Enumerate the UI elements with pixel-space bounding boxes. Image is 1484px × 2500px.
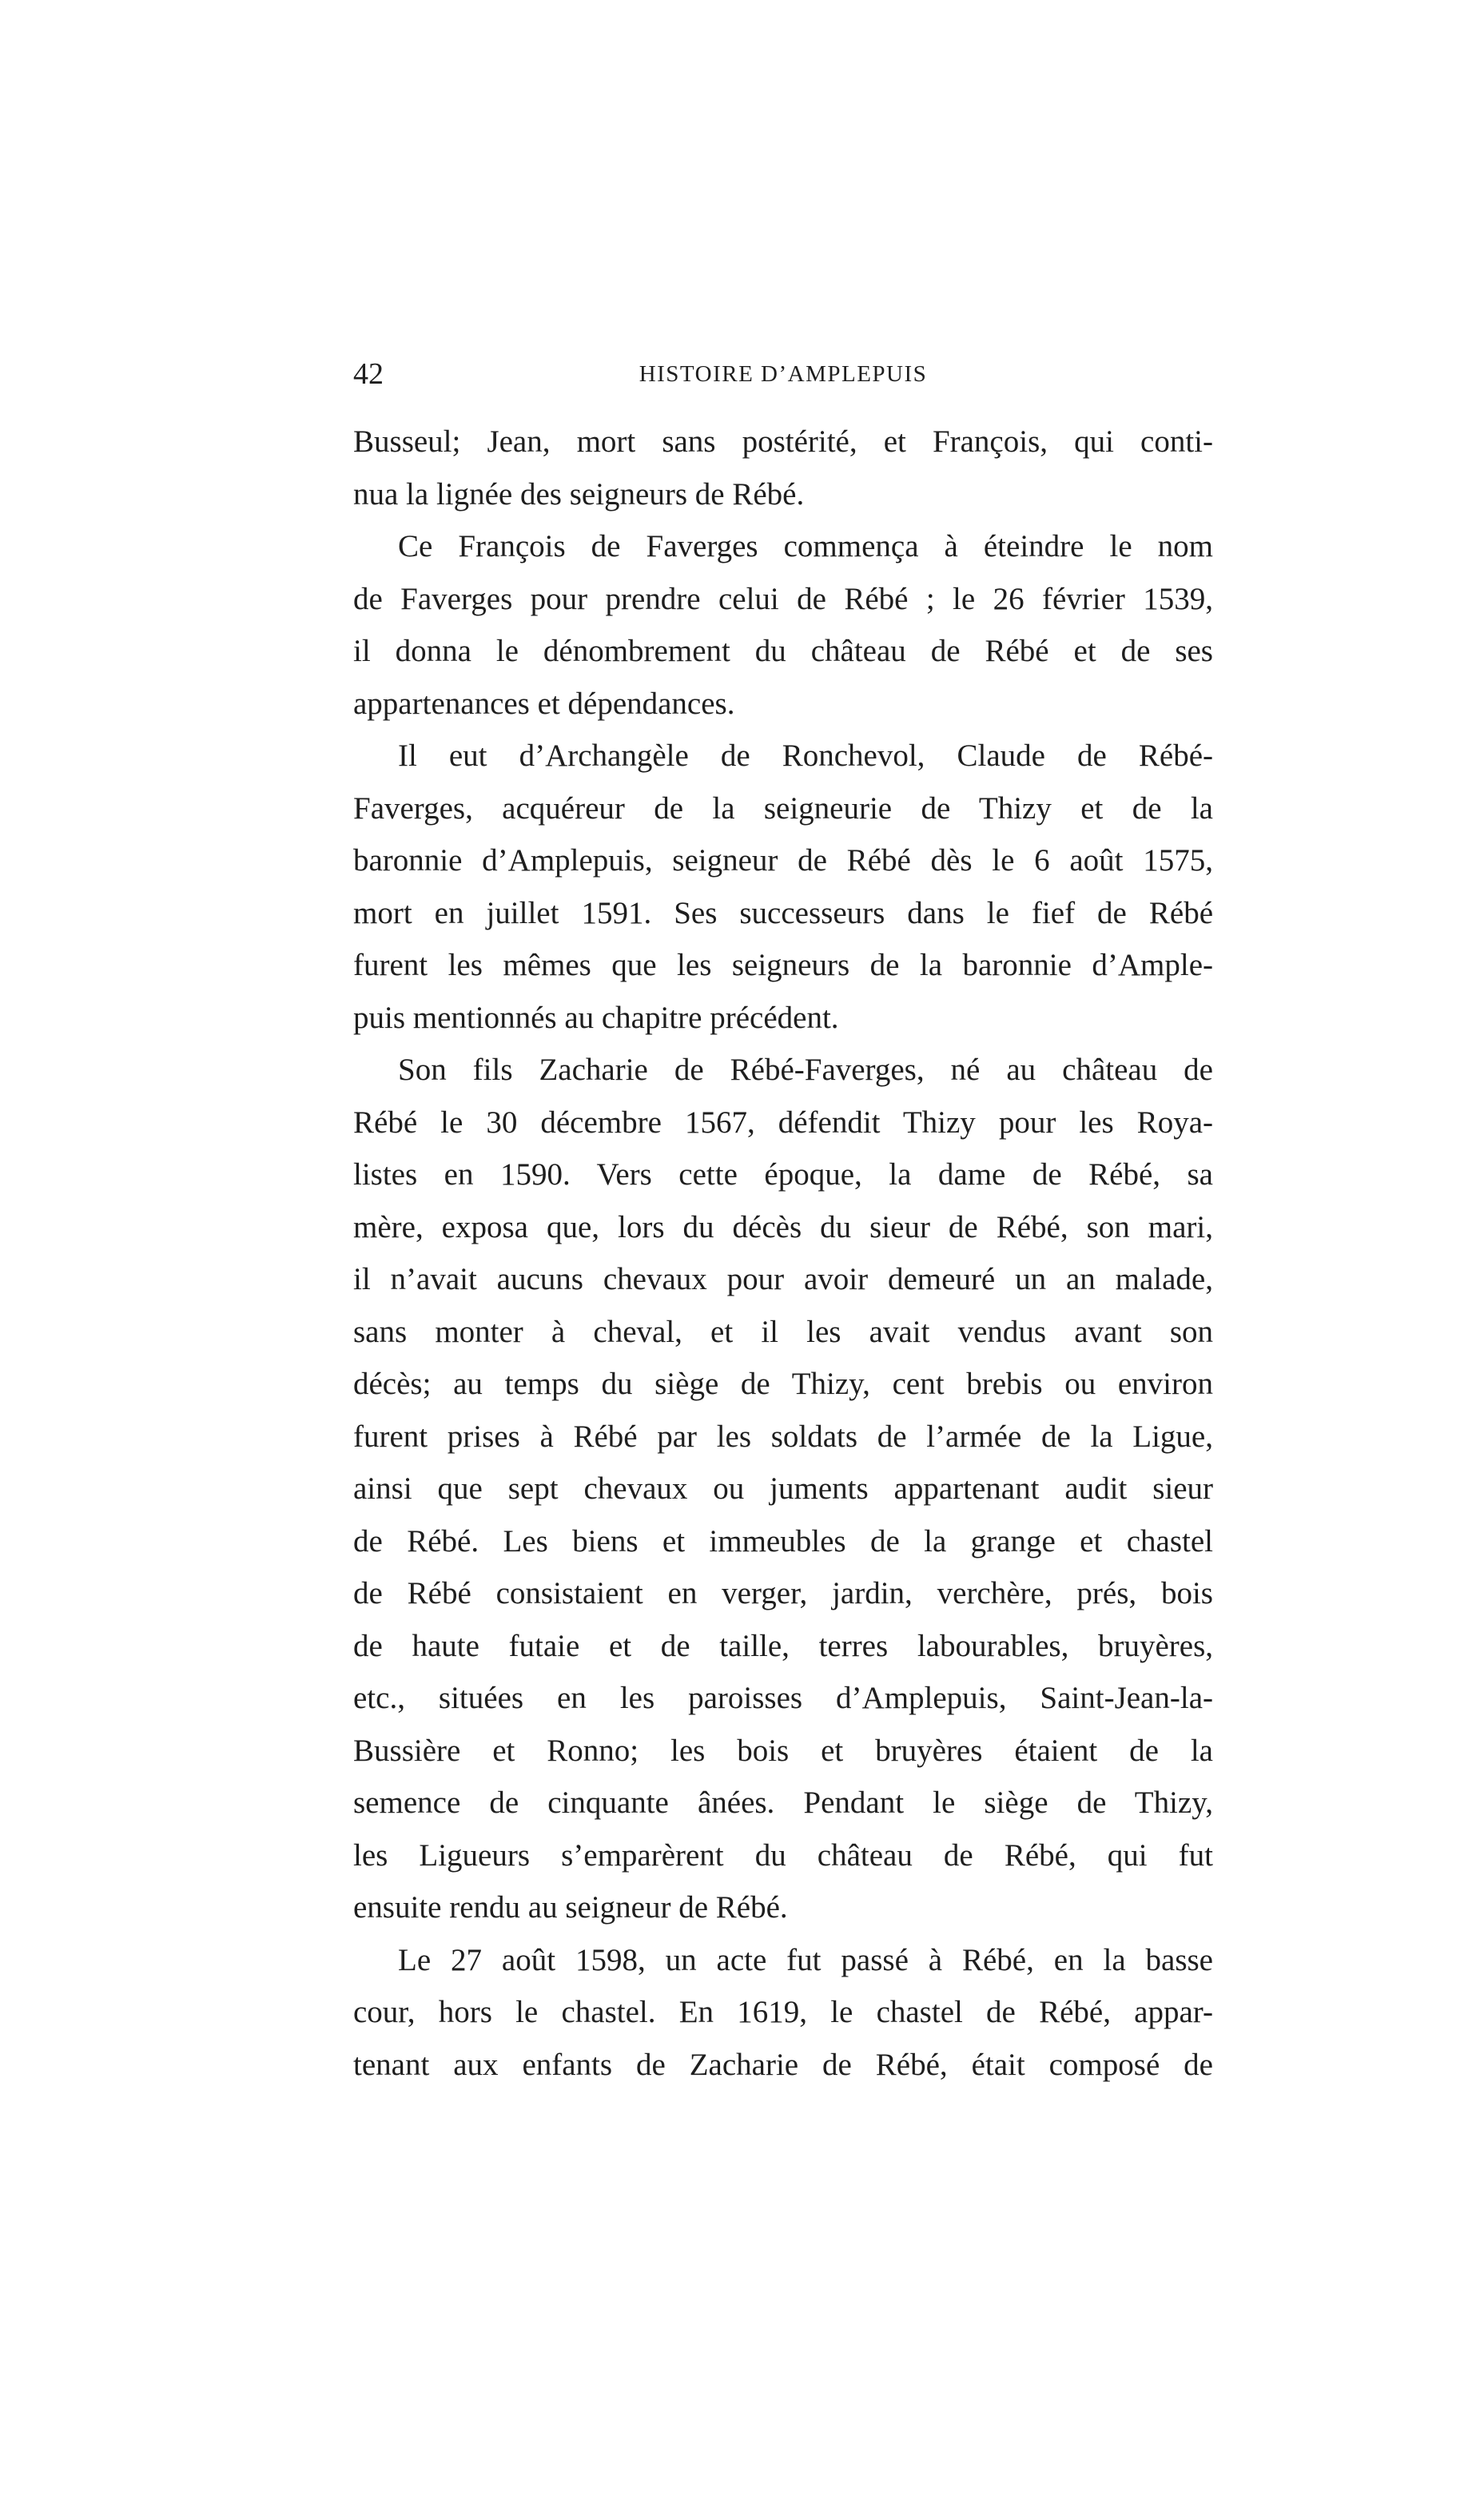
text-line: Ce François de Faverges commença à éteindre le nom (398, 529, 1213, 563)
running-header (353, 350, 1213, 398)
text-line: appartenances et dépendances. (353, 686, 735, 721)
running-title: HISTOIRE D’AMPLEPUIS (639, 361, 928, 387)
text-line: baronnie d’Amplepuis, seigneur de Rébé dès le 6 août 1575, (353, 843, 1213, 878)
text-line: Faverges, acquéreur de la seigneurie de Thizy et de la (353, 790, 1213, 826)
text-line: furent prises à Rébé par les soldats de l’armée de la Ligue, (353, 1419, 1213, 1454)
text-line: etc., situées en les paroisses d’Amplepuis, Saint-Jean-la- (353, 1681, 1213, 1715)
text-line: puis mentionnés au chapitre précédent. (353, 1000, 839, 1035)
text-line: ensuite rendu au seigneur de Rébé. (353, 1890, 788, 1925)
text-line: décès; au temps du siège de Thizy, cent brebis ou environ (353, 1367, 1213, 1401)
text-line: Il eut d’Archangèle de Ronchevol, Claude de Rébé- (398, 738, 1213, 773)
text-line: de Rébé. Les biens et immeubles de la grange et chastel (353, 1523, 1213, 1559)
text-line: Rébé le 30 décembre 1567, défendit Thizy pour les Roya- (353, 1105, 1213, 1140)
body-text (353, 416, 1213, 2091)
text-line: de haute futaie et de taille, terres labourables, bruyères, (353, 1628, 1213, 1663)
text-line: furent les mêmes que les seigneurs de la baronnie d’Ample- (353, 948, 1213, 982)
text-line: listes en 1590. Vers cette époque, la dame de Rébé, sa (353, 1157, 1213, 1192)
text-line: ainsi que sept chevaux ou juments appartenant audit sieur (353, 1471, 1213, 1506)
text-line: sans monter à cheval, et il les avait vendus avant son (353, 1314, 1213, 1349)
text-line: il n’avait aucuns chevaux pour avoir demeuré un an malade, (353, 1262, 1213, 1296)
text-line: semence de cinquante ânées. Pendant le siège de Thizy, (353, 1785, 1213, 1820)
text-line: Busseul; Jean, mort sans postérité, et François, qui conti- (353, 424, 1213, 459)
text-line: mort en juillet 1591. Ses successeurs dans le fief de Rébé (353, 895, 1213, 930)
text-line: tenant aux enfants de Zacharie de Rébé, était composé de (353, 2047, 1213, 2082)
text-line: de Rébé consistaient en verger, jardin, verchère, prés, bois (353, 1576, 1213, 1610)
text-line: il donna le dénombrement du château de Rébé et de ses (353, 634, 1213, 668)
text-line: Bussière et Ronno; les bois et bruyères étaient de la (353, 1733, 1213, 1768)
page-number: 42 (353, 357, 384, 391)
text-line: les Ligueurs s’emparèrent du château de Rébé, qui fut (353, 1837, 1213, 1873)
text-line: Le 27 août 1598, un acte fut passé à Rébé, en la basse (398, 1942, 1213, 1977)
text-line: cour, hors le chastel. En 1619, le chastel de Rébé, appar- (353, 1995, 1213, 2029)
text-line: de Faverges pour prendre celui de Rébé ; le 26 février 1539, (353, 581, 1213, 616)
text-line: Son fils Zacharie de Rébé-Faverges, né au château de (398, 1053, 1213, 1087)
text-line: mère, exposa que, lors du décès du sieur de Rébé, son mari, (353, 1209, 1213, 1244)
text-line: nua la lignée des seigneurs de Rébé. (353, 476, 805, 512)
